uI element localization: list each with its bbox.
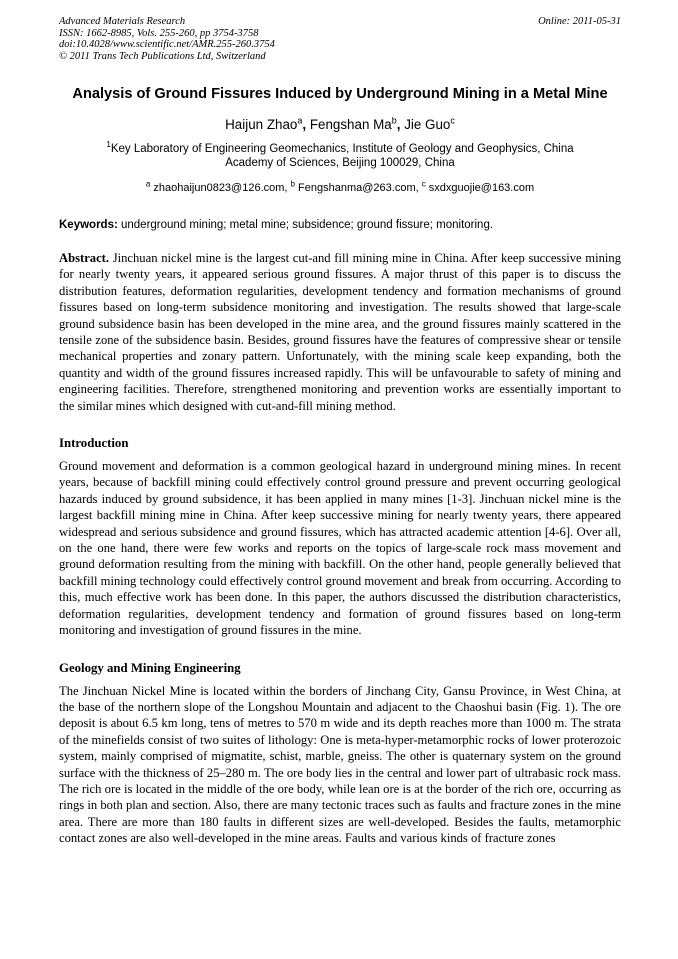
author-1-superscript: a xyxy=(297,115,303,126)
journal-info-block xyxy=(59,16,275,62)
author-3 xyxy=(404,117,455,132)
author-2-name: Fengshan Ma xyxy=(309,116,392,132)
geology-paragraph: The Jinchuan Nickel Mine is located within the borders of Jinchang City, Gansu Province, in West China, at the base of the northern slope of the Longshou Mountain and adjacent to the Chaoshui basin (Fig. 1). The ore deposit is about 6.5 km long, tens of metres to 570 m wide and its depth reaches more than 1000 m. The strata of the minefields consist of two suites of lithology: One is meta-hyper-metamorphic rocks of lower proterozoic system, mainly comprised of migmatite, schist, marble, gneiss. The other is quaternary system on the ground surface with the thickness of 25–280 m. The ore body lies in the central and lower part of ultrabasic rock mass. The rich ore is located in the middle of the ore body, while lean ore is at the border of the rich ore, occurring as rings in both plan and section. Also, there are many tectonic traces such as faults and fracture zones in the mine area. There are more than 180 faults in different sizes are well-developed. Besides the faults, metamorphic contact zones are also well-developed in the mine areas. Faults and various kinds of fracture zones xyxy=(59,683,621,846)
journal-name: Advanced Materials Research xyxy=(59,16,186,27)
abstract-paragraph xyxy=(59,250,621,414)
email-3 xyxy=(421,179,535,194)
author-3-superscript: c xyxy=(450,115,455,126)
abstract-text: Jinchuan nickel mine is the largest cut-and fill mining mine in China. After keep successive mining for nearly twenty years, it appeared serious ground fissures. A major thrust of this paper is to discuss the distribution features, deformation regularities, development tendency and formation mechanisms of ground fissures based on long-term subsidence monitoring and investigation. The results showed that large-scale ground subsidence basin has been developed in the mine area, and the ground fissures mainly scattered in the tensile zone of the subsidence basin. Besides, ground fissures have the features of compressive shear or tensile mechanical properties and zonary pattern. Unfortunately, with the mining scale keep expanding, both the quantity and width of the ground fissures increased rapidly. This will be unfavourable to safety of mining and engineering facilities. Therefore, strengthened monitoring and prevention works are essentially important to the similar mines which designed with cut-and-fill mining method. xyxy=(59,250,621,413)
introduction-paragraph: Ground movement and deformation is a common geological hazard in underground mining mines. In recent years, because of backfill mining could effectively control ground pressure and prevent occurring geological hazards induced by ground subsidence, it has been applied in many mines [1-3]. Jinchuan nickel mine is the largest backfill mining mine in China. After keep successive mining for nearly twenty years, there appeared widespread and serious subsidence and ground fissures, which has attracted academic attention [4-6]. Over all, on the one hand, there were few works and reports on the topics of large-scale rock mass movement and ground deformation resulting from the mining with backfill. On the other hand, people generally believed that backfill mining technology could effectively control ground movement and break from occurring. According to this, much effective work has been done. In this paper, the authors discussed the distribution characteristics, deformation regularities, development tendency and formation of ground fissures based on long-term monitoring and investigation of ground fissures in the mine. xyxy=(59,459,621,638)
email-2-superscript: b xyxy=(290,179,295,189)
journal-header xyxy=(59,16,621,62)
email-2-address: Fengshanma@263.com xyxy=(295,181,416,194)
author-2 xyxy=(310,117,397,132)
email-2 xyxy=(290,179,416,194)
author-3-name: Jie Guo xyxy=(404,116,451,132)
email-separator: , xyxy=(284,181,291,194)
affiliation-line xyxy=(88,142,593,170)
keywords-text: underground mining; metal mine; subsidence; ground fissure; monitoring. xyxy=(117,218,494,231)
affiliation-superscript: 1 xyxy=(106,140,111,150)
author-separator: , xyxy=(302,116,310,132)
keywords-line xyxy=(59,219,621,231)
online-date: Online: 2011-05-31 xyxy=(538,16,621,27)
journal-copyright: © 2011 Trans Tech Publications Ltd, Switzerland xyxy=(59,50,266,62)
journal-doi: doi:10.4028/www.scientific.net/AMR.255-260.3754 xyxy=(59,39,275,51)
email-1 xyxy=(145,179,285,194)
email-separator: , xyxy=(415,181,422,194)
paper-title: Analysis of Ground Fissures Induced by Underground Mining in a Metal Mine xyxy=(72,86,608,103)
journal-issn-volume: ISSN: 1662-8985, Vols. 255-260, pp 3754-3758 xyxy=(59,27,259,39)
email-1-address: zhaohaijun0823@126.com xyxy=(150,181,285,194)
abstract-label: Abstract. xyxy=(59,250,110,265)
affiliation-text: Key Laboratory of Engineering Geomechanics, Institute of Geology and Geophysics, China Academy of Sciences, Beijing 100029, China xyxy=(110,142,574,169)
email-3-superscript: c xyxy=(421,179,426,189)
email-1-superscript: a xyxy=(145,179,151,189)
geology-heading: Geology and Mining Engineering xyxy=(59,660,241,675)
emails-line xyxy=(59,179,621,194)
author-separator: , xyxy=(396,116,405,132)
author-2-superscript: b xyxy=(391,115,397,126)
author-1-name: Haijun Zhao xyxy=(225,116,298,132)
email-3-address: sxdxguojie@163.com xyxy=(425,181,535,194)
keywords-label: Keywords: xyxy=(59,218,118,231)
section-introduction xyxy=(59,435,621,638)
introduction-heading: Introduction xyxy=(59,436,129,451)
section-geology-mining xyxy=(59,660,621,847)
author-1 xyxy=(225,117,302,132)
authors-line xyxy=(59,117,621,132)
